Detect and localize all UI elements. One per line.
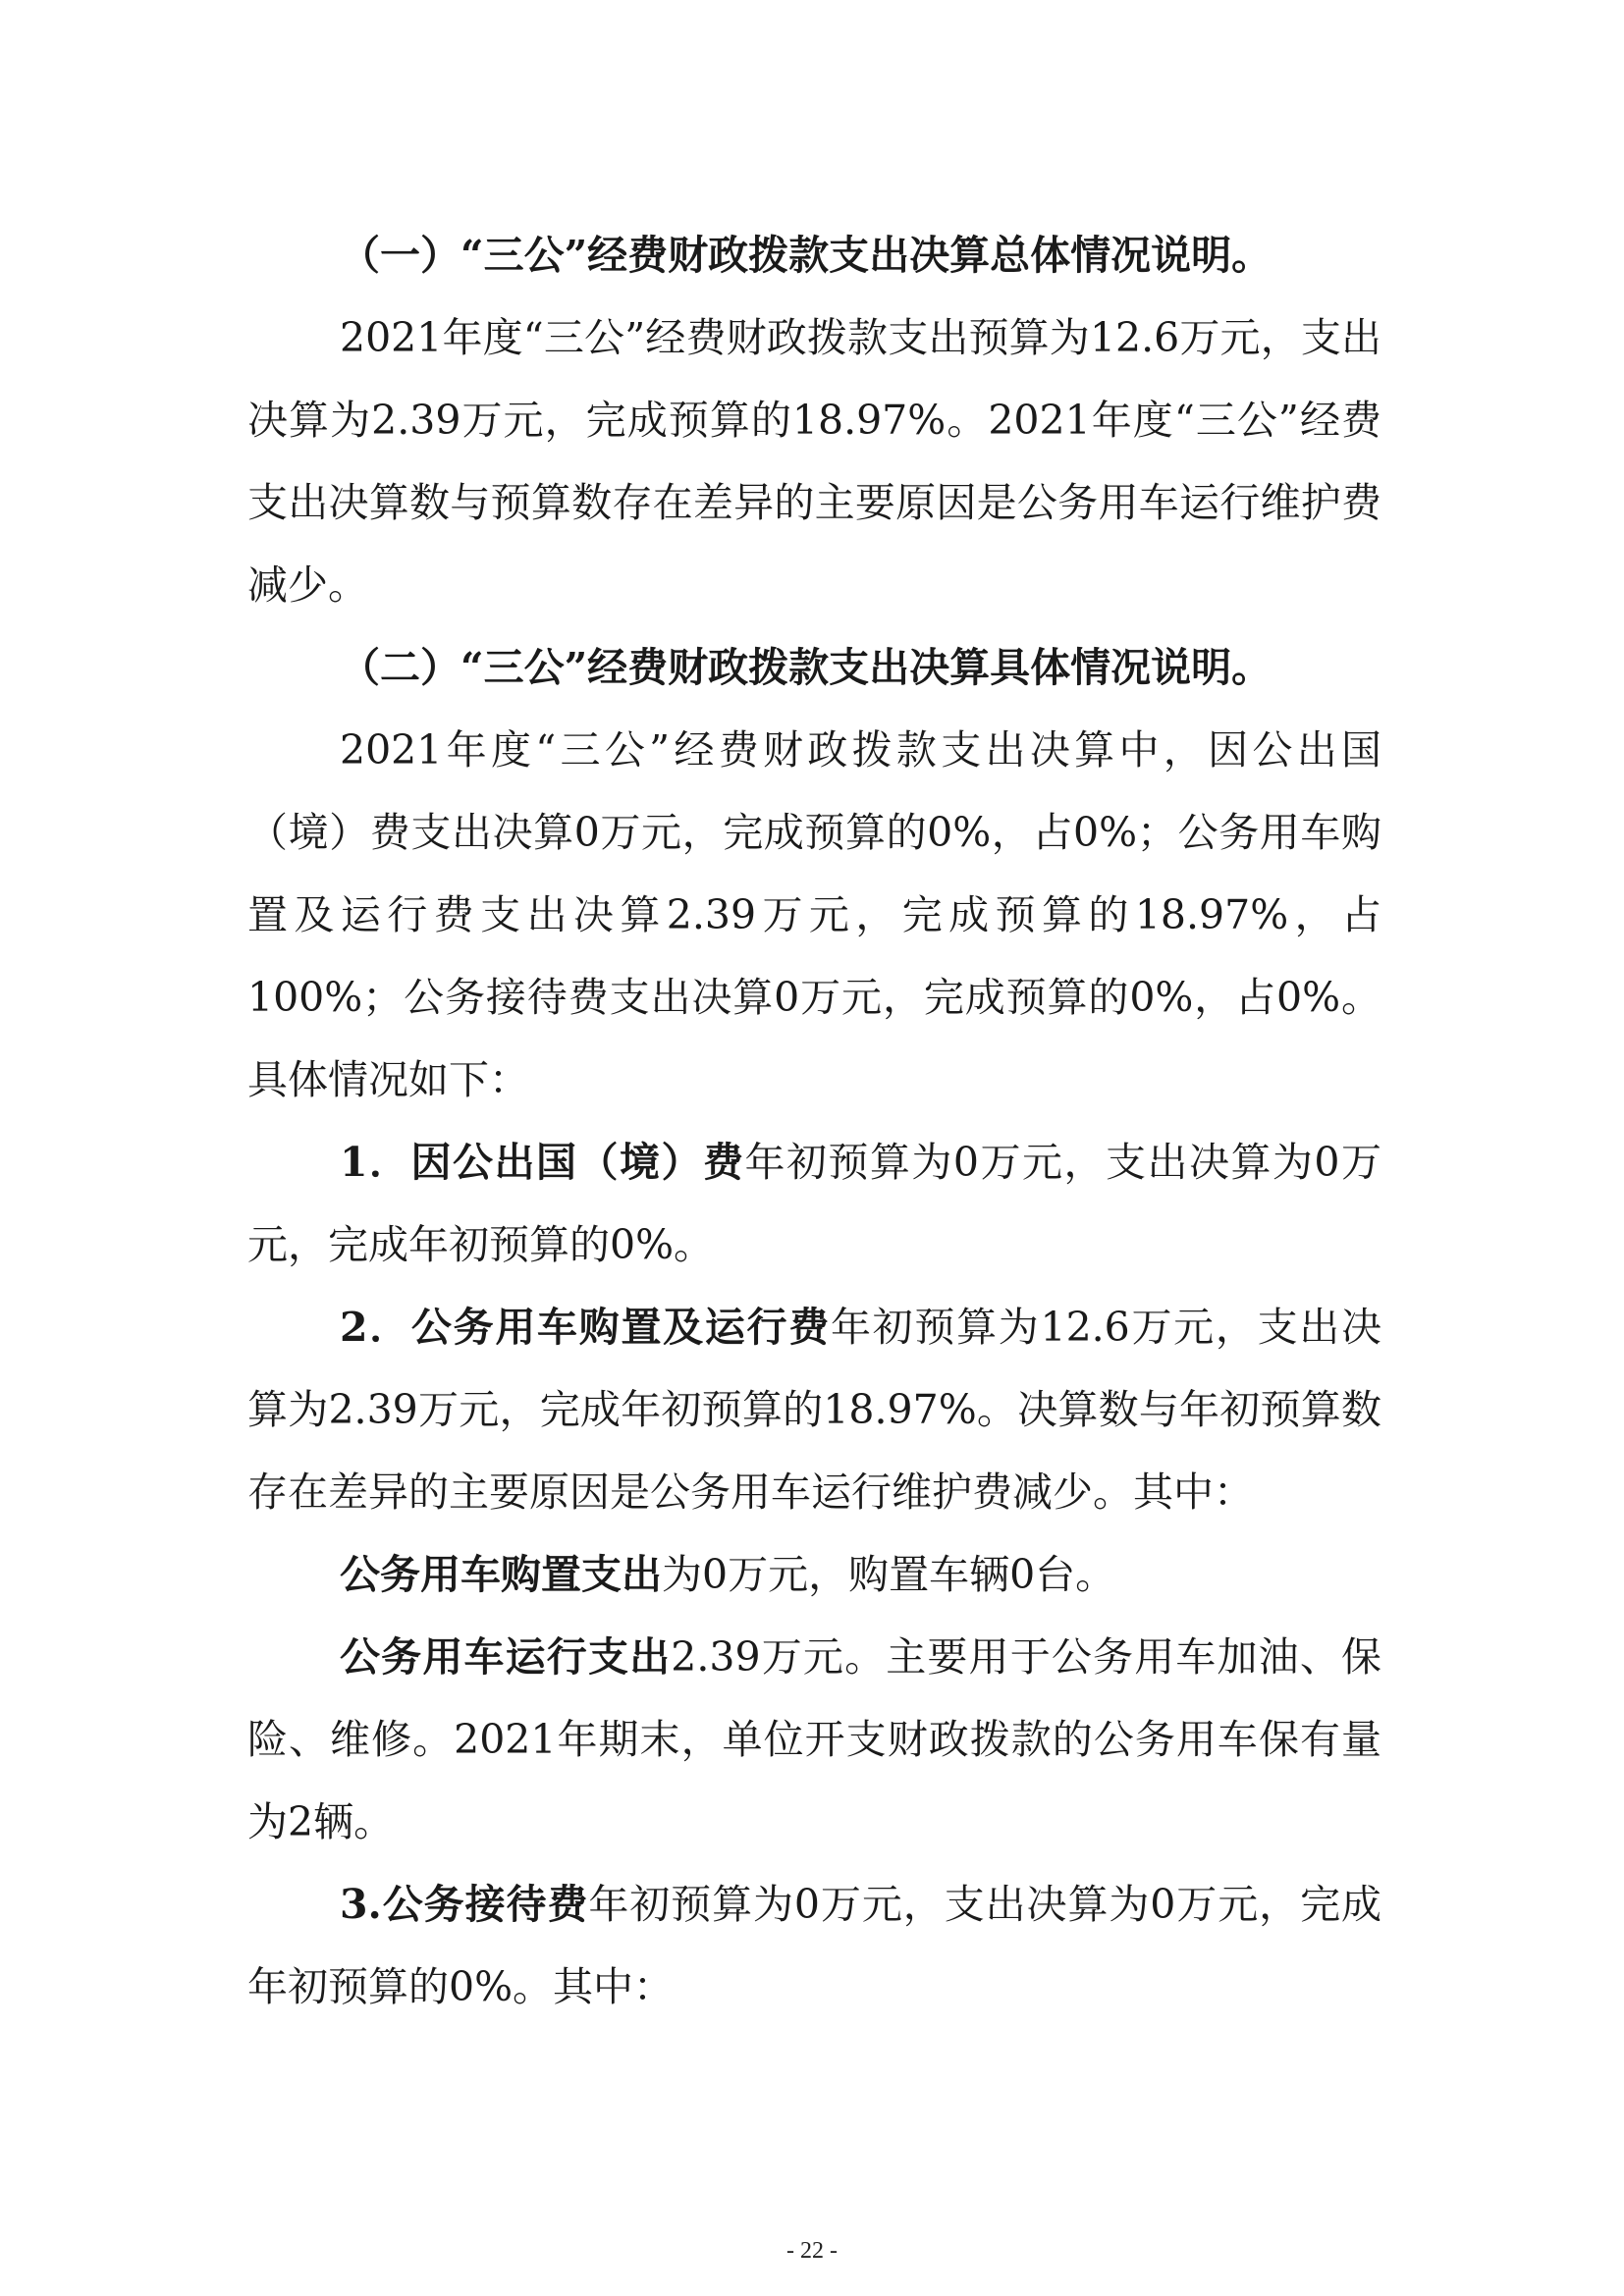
item1-text: 年初预算为0万元，支出决算为0万元，完成年初预算的0%。 [247,1139,1382,1268]
item2-text: 年初预算为12.6万元，支出决算为2.39万元，完成年初预算的18.97%。决算数与年初预算数存在差异的主要原因是公务用车运行维护费减少。其中： [247,1304,1381,1516]
item3-paragraph [247,1863,1381,2028]
item2a-paragraph [247,1533,1381,1616]
item2b-text: 2.39万元。主要用于公务用车加油、保险、维修。2021年期末，单位开支财政拨款的公务用车保有量为2辆。 [247,1633,1381,1845]
section1-paragraph: 2021年度“三公”经费财政拨款支出预算为12.6万元，支出决算为2.39万元，完成预算的18.97%。2021年度“三公”经费支出决算数与预算数存在差异的主要原因是公务用车运行维护费减少。 [247,314,1381,609]
item2b-title: 公务用车运行支出 [340,1633,672,1681]
item2-title: 2．公务用车购置及运行费 [340,1304,831,1351]
item1-paragraph [247,1121,1381,1286]
page-number: - 22 - [786,2238,838,2264]
section2-paragraph: 2021年度“三公”经费财政拨款支出决算中，因公出国（境）费支出决算0万元，完成预算的0%，占0%；公务用车购置及运行费支出决算2.39万元，完成预算的18.97%，占100%；公务接待费支出决算0万元，完成预算的0%，占0%。具体情况如下： [247,726,1381,1103]
item2a-title: 公务用车购置支出 [340,1551,662,1598]
item2b-paragraph [247,1616,1381,1863]
section2-heading: （二）“三公”经费财政拨款支出决算具体情况说明。 [340,644,1272,691]
item1-title: 1．因公出国（境）费 [340,1139,745,1186]
item3-text: 年初预算为0万元，支出决算为0万元，完成年初预算的0%。其中： [247,1881,1381,2010]
item2a-text: 为0万元，购置车辆0台。 [662,1551,1116,1598]
section1-heading: （一）“三公”经费财政拨款支出决算总体情况说明。 [340,232,1272,279]
item3-title: 3.公务接待费 [340,1881,589,1928]
document-body [247,214,1381,2028]
item2-paragraph [247,1286,1381,1533]
